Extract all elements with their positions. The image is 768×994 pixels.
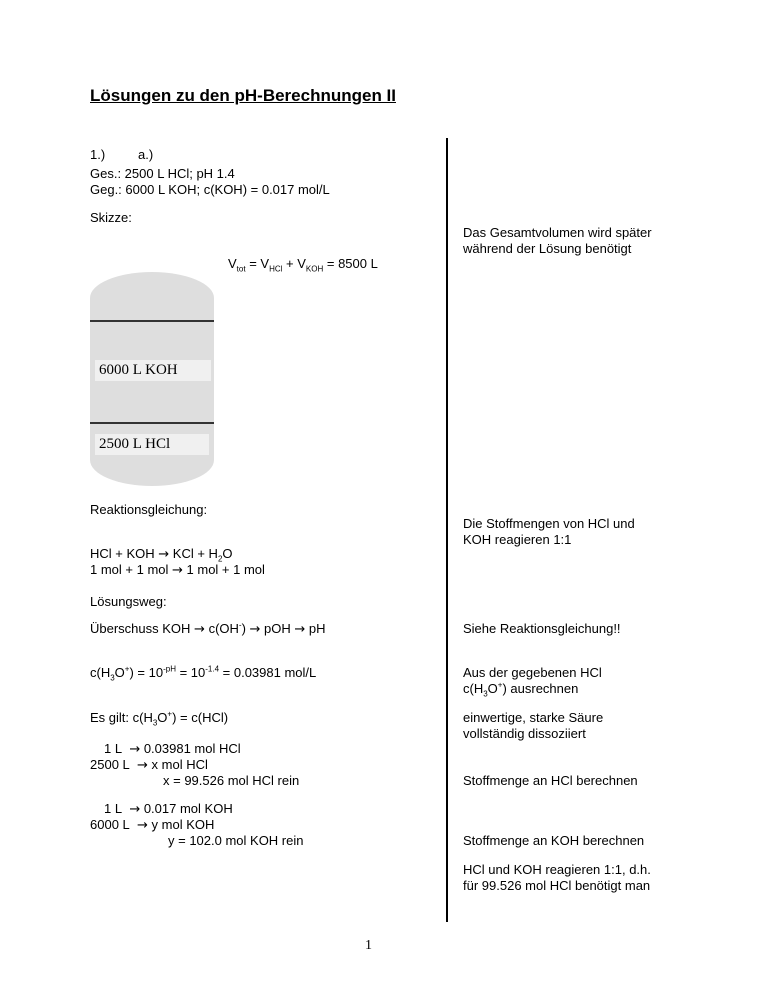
hcl-calc-line2: 2500 L → x mol HCl <box>90 757 208 773</box>
tank-label-hcl: 2500 L HCl <box>95 434 209 455</box>
note-final-line1: HCl und KOH reagieren 1:1, d.h. <box>463 862 651 877</box>
tank-divider-top <box>90 320 214 322</box>
solution-step-3: Es gilt: $c(H_3O^+) = c(HCl)$ <box>90 709 229 728</box>
note-ratio-line1: Die Stoffmengen von HCl und <box>463 516 635 531</box>
total-volume-equation: $V_{tot} = V_{HCl} + V_{KOH} = 8500$ L <box>228 256 378 274</box>
note-final-line2: für 99.526 mol HCl benötigt man <box>463 878 651 893</box>
koh-calc-line1: 1 L → 0.017 mol KOH <box>104 801 233 817</box>
sketch-label: Skizze: <box>90 210 132 225</box>
page-number: 1 <box>365 938 372 953</box>
reaction-equation: HCl + KOH → KCl + $H_2O$ <box>90 546 233 564</box>
reaction-moles: 1 mol + 1 mol → 1 mol + 1 mol <box>90 562 265 578</box>
note-from-hcl-line1: Aus der gegebenen HCl <box>463 665 602 680</box>
tank-divider-bottom <box>90 422 214 424</box>
note-monoprotic-line1: einwertige, starke Säure <box>463 710 604 725</box>
tank-label-koh: 6000 L KOH <box>95 360 211 381</box>
solution-step-2: $c(H_3O^+) = 10^{-pH} = 10^{-1.4} = 0.03981$ mol/L <box>90 664 317 683</box>
note-ratio-line2: KOH reagieren 1:1 <box>463 532 572 547</box>
hcl-calc-result: x = 99.526 mol HCl rein <box>163 773 300 788</box>
exercise-number: 1.) <box>90 147 106 162</box>
koh-calc-result: y = 102.0 mol KOH rein <box>168 833 304 848</box>
column-divider <box>446 138 448 922</box>
note-from-hcl-line2: $c(H_3O^+)$ ausrechnen <box>463 680 579 699</box>
note-hcl-amount: Stoffmenge an HCl berechnen <box>463 773 638 788</box>
hcl-calc-line1: 1 L → 0.03981 mol HCl <box>104 741 241 757</box>
koh-calc-line2: 6000 L → y mol KOH <box>90 817 215 833</box>
solution-path-label: Lösungsweg: <box>90 594 167 609</box>
note-volume-line1: Das Gesamtvolumen wird später <box>463 225 652 240</box>
given-sought: Ges.: 2500 L HCl; pH 1.4 <box>90 166 235 181</box>
note-see-reaction: Siehe Reaktionsgleichung!! <box>463 621 621 636</box>
note-koh-amount: Stoffmenge an KOH berechnen <box>463 833 645 848</box>
page-title: Lösungen zu den pH-Berechnungen II <box>90 86 396 105</box>
note-volume-line2: während der Lösung benötigt <box>463 241 632 256</box>
reaction-label: Reaktionsgleichung: <box>90 502 208 517</box>
note-monoprotic-line2: vollständig dissoziiert <box>463 726 586 741</box>
solution-step-1: Überschuss KOH → c(OH-) → pOH → pH <box>90 620 326 637</box>
exercise-subpart: a.) <box>138 147 154 162</box>
given-values: Geg.: 6000 L KOH; c(KOH) = 0.017 mol/L <box>90 182 330 197</box>
